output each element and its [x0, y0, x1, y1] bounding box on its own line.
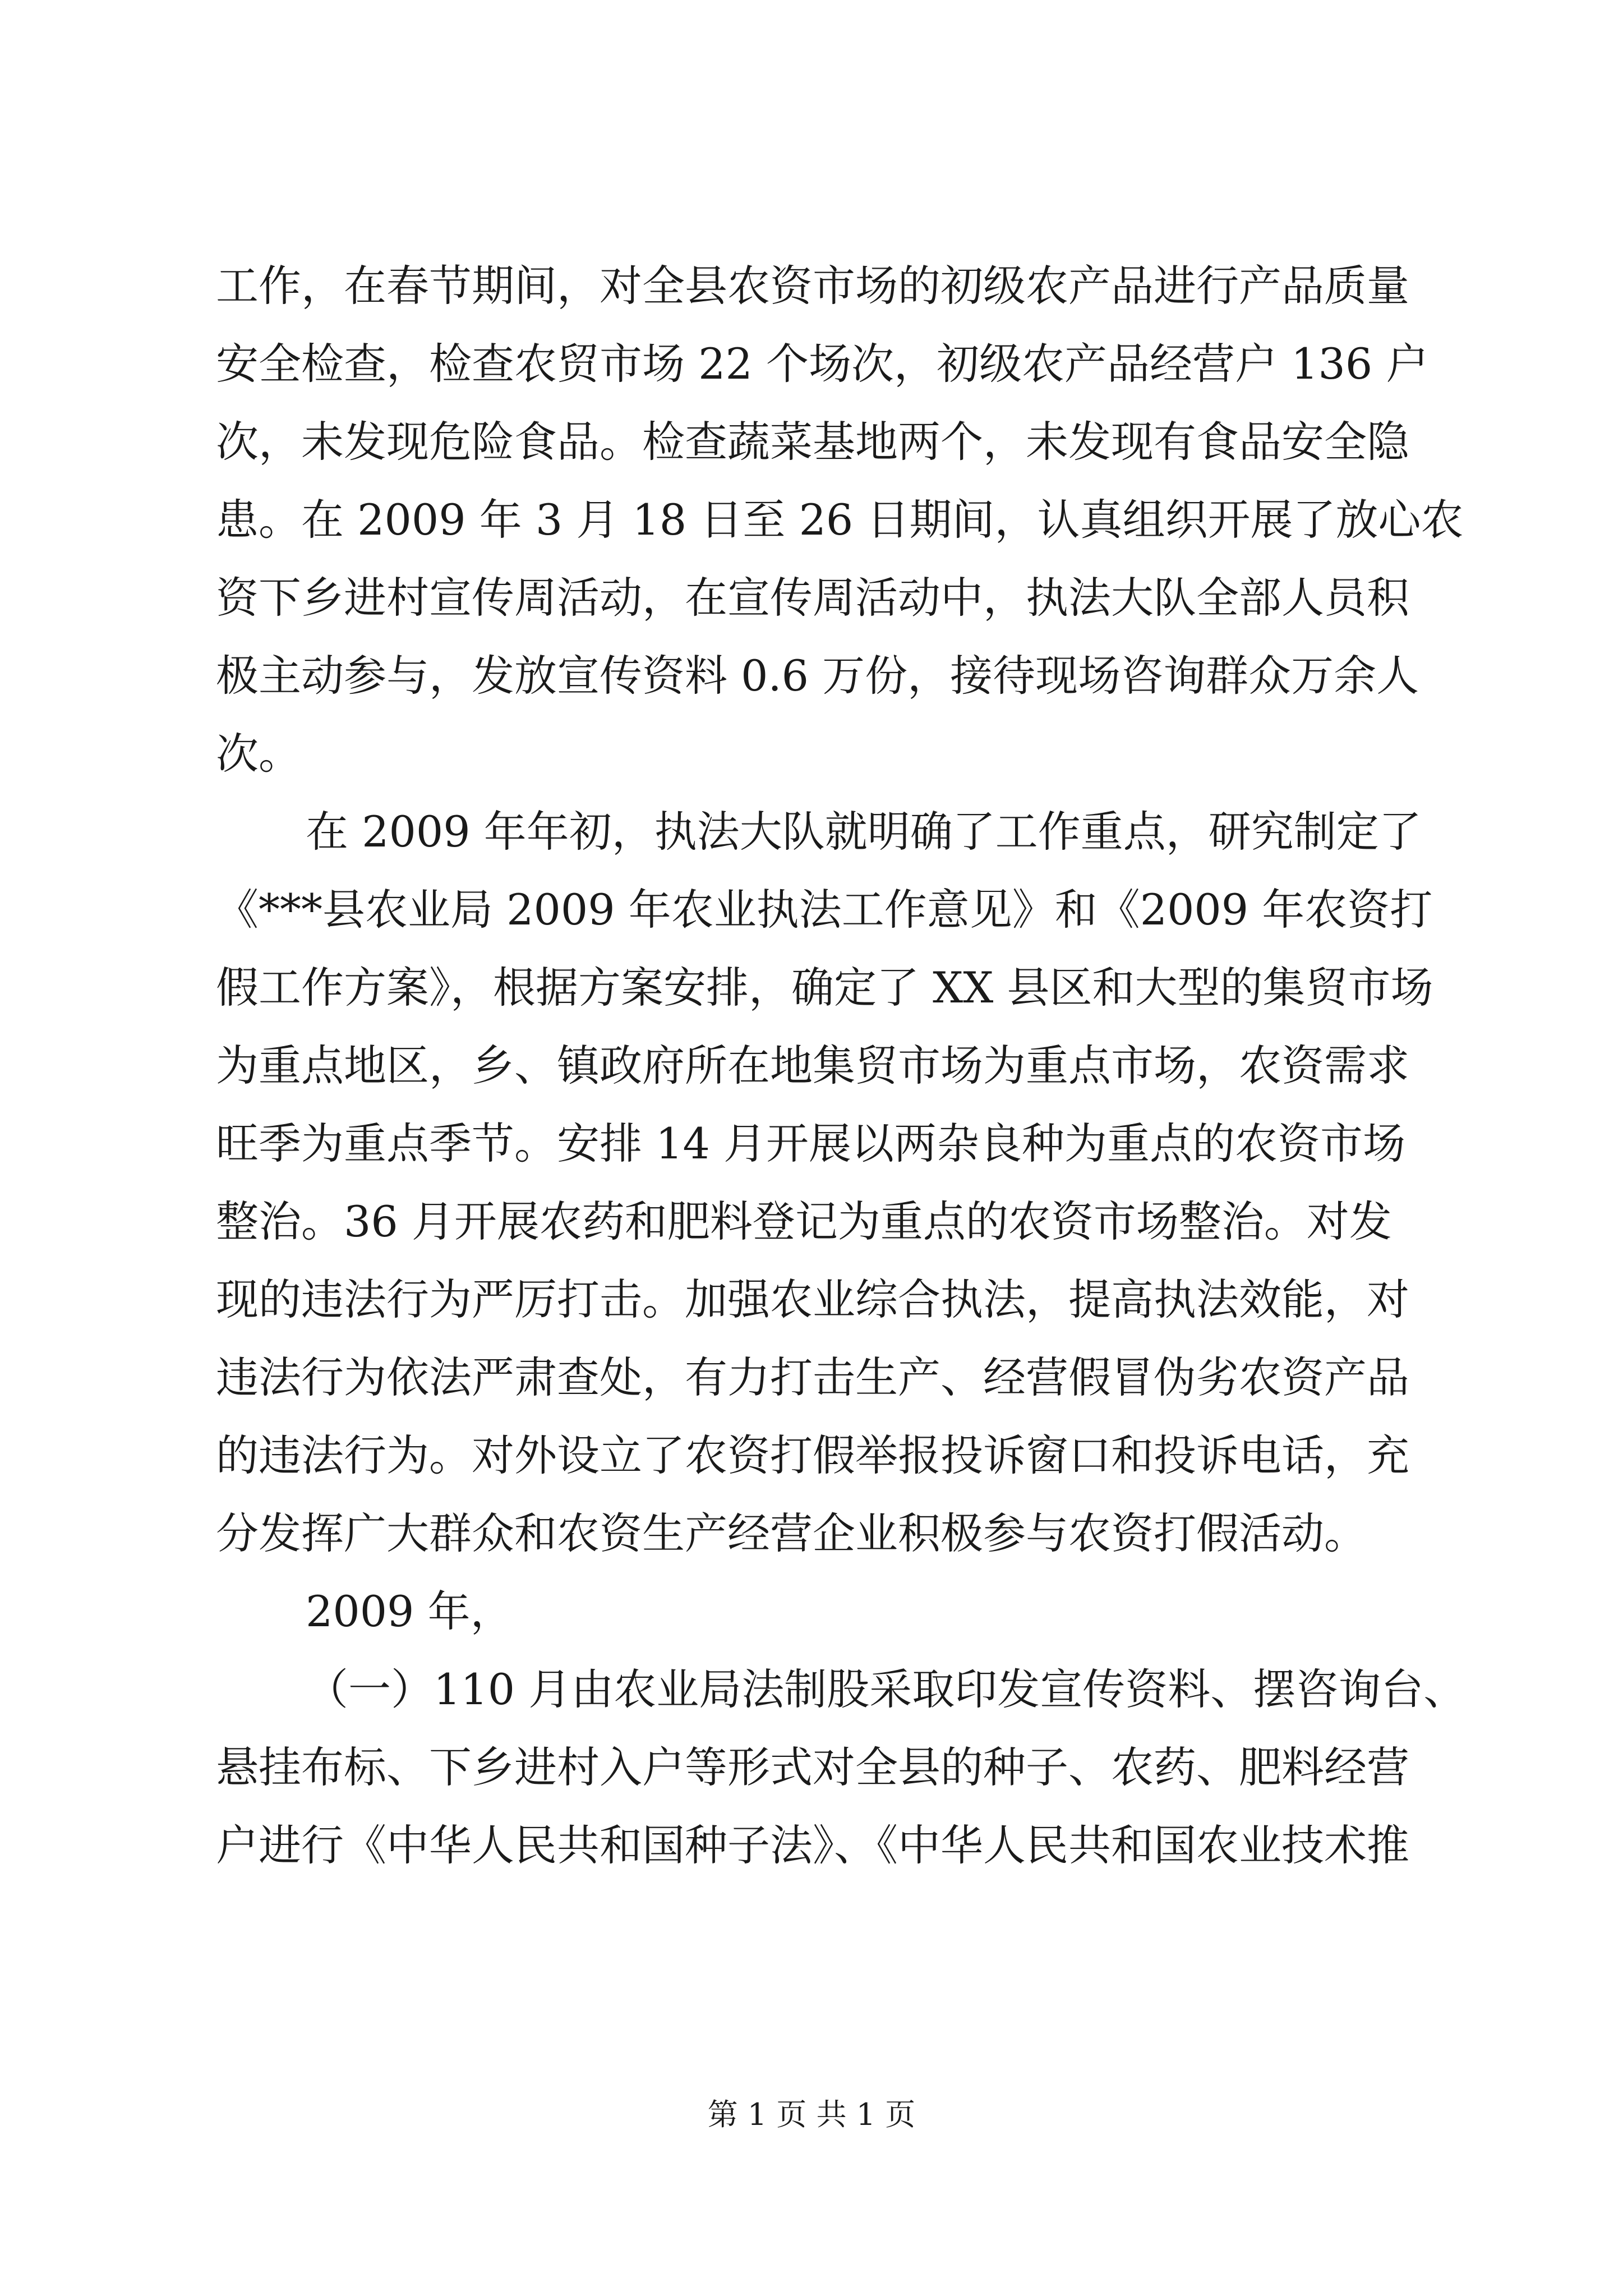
body-text [216, 247, 1467, 1884]
text-line: 的违法行为。对外设立了农资打假举报投诉窗口和投诉电话，充 [216, 1430, 1409, 1480]
text-line: （一）110 月由农业局法制股采取印发宣传资料、摆咨询台、 [306, 1664, 1467, 1714]
text-line: 为重点地区，乡、镇政府所在地集贸市场为重点市场，农资需求 [216, 1041, 1409, 1091]
text-line: 悬挂布标、下乡进村入户等形式对全县的种子、农药、肥料经营 [216, 1742, 1409, 1792]
text-line: 患。在 2009 年 3 月 18 日至 26 日期间，认真组织开展了放心农 [216, 495, 1464, 545]
text-line: 2009 年， [306, 1586, 513, 1636]
text-line: 次。 [216, 729, 301, 779]
text-line: 整治。36 月开展农药和肥料登记为重点的农资市场整治。对发 [216, 1197, 1392, 1246]
page-footer: 第 1 页 共 1 页 [707, 2097, 916, 2132]
text-line: 在 2009 年年初，执法大队就明确了工作重点，研究制定了 [306, 807, 1422, 857]
text-line: 《***县农业局 2009 年农业执法工作意见》和《2009 年农资打 [216, 885, 1433, 935]
text-line: 安全检查，检查农贸市场 22 个场次，初级农产品经营户 136 户 [216, 339, 1429, 389]
text-line: 旺季为重点季节。安排 14 月开展以两杂良种为重点的农资市场 [216, 1119, 1406, 1168]
text-line: 户进行《中华人民共和国种子法》、《中华人民共和国农业技术推 [216, 1820, 1409, 1870]
text-line: 违法行为依法严肃查处，有力打击生产、经营假冒伪劣农资产品 [216, 1352, 1409, 1402]
text-line: 分发挥广大群众和农资生产经营企业积极参与农资打假活动。 [216, 1508, 1367, 1558]
text-line: 假工作方案》，根据方案安排，确定了 XX 县区和大型的集贸市场 [216, 963, 1433, 1013]
text-line: 工作，在春节期间，对全县农资市场的初级农产品进行产品质量 [216, 261, 1409, 311]
text-line: 次，未发现危险食品。检查蔬菜基地两个，未发现有食品安全隐 [216, 417, 1409, 467]
text-line: 极主动参与，发放宣传资料 0.6 万份，接待现场咨询群众万余人 [216, 651, 1419, 701]
text-line: 资下乡进村宣传周活动，在宣传周活动中，执法大队全部人员积 [216, 573, 1409, 623]
text-line: 现的违法行为严厉打击。加强农业综合执法，提高执法效能，对 [216, 1274, 1409, 1324]
